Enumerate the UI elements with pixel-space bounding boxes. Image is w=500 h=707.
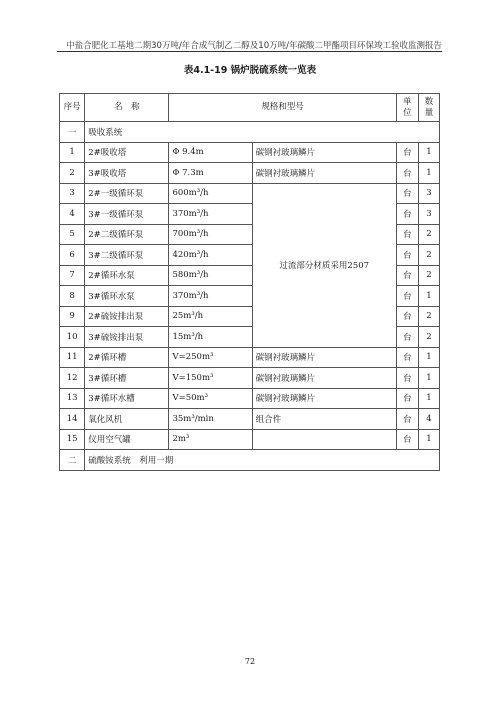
- section-text: 吸收系统: [85, 122, 440, 143]
- row-material: 碳钢衬玻璃鳞片: [252, 388, 396, 409]
- row-spec: 420m³/h: [169, 245, 252, 266]
- section-text: 硫酸铵系统 利用一期: [85, 450, 440, 471]
- row-name: 3#一级循环泵: [85, 204, 169, 225]
- row-name: 3#硫铵排出泵: [85, 327, 169, 348]
- row-unit: 台: [396, 306, 418, 327]
- row-name: 2#硫铵排出泵: [85, 306, 169, 327]
- row-no: 9: [60, 306, 85, 327]
- header-unit: 单位: [396, 94, 418, 122]
- row-qty: 1: [418, 163, 439, 184]
- row-no: 2: [60, 163, 85, 184]
- row-qty: 1: [418, 368, 439, 389]
- row-material: [252, 429, 396, 450]
- header-seq: 序号: [60, 94, 85, 122]
- table-row: [60, 388, 440, 409]
- row-name: 仪用空气罐: [85, 429, 169, 450]
- row-spec: 25m³/h: [169, 306, 252, 327]
- row-spec: 35m³/min: [169, 409, 252, 430]
- section-row: [60, 450, 440, 471]
- header-spec: 规格和型号: [169, 94, 396, 122]
- row-material: 组合件: [252, 409, 396, 430]
- row-name: 3#循环水泵: [85, 286, 169, 307]
- row-name: 2#吸收塔: [85, 142, 169, 163]
- row-name: 2#二级循环泵: [85, 224, 169, 245]
- section-label: 二: [60, 450, 85, 471]
- row-name: 2#循环槽: [85, 347, 169, 368]
- row-name: 2#循环水泵: [85, 265, 169, 286]
- row-spec: 2m³: [169, 429, 252, 450]
- row-no: 12: [60, 368, 85, 389]
- merged-material-cell: 过流部分材质采用2507: [252, 183, 396, 347]
- row-no: 3: [60, 183, 85, 204]
- row-unit: 台: [396, 245, 418, 266]
- row-unit: 台: [396, 286, 418, 307]
- row-unit: 台: [396, 327, 418, 348]
- row-material: 碳钢衬玻璃鳞片: [252, 142, 396, 163]
- header-name: 名 称: [85, 94, 169, 122]
- row-qty: 2: [418, 327, 439, 348]
- page-number: 72: [244, 657, 256, 666]
- row-qty: 2: [418, 245, 439, 266]
- row-name: 2#一级循环泵: [85, 183, 169, 204]
- row-spec: 370m³/h: [169, 204, 252, 225]
- row-unit: 台: [396, 163, 418, 184]
- header-rule: [57, 51, 442, 52]
- table-row: [60, 429, 440, 450]
- row-unit: 台: [396, 388, 418, 409]
- equipment-table: [59, 93, 440, 471]
- section-label: 一: [60, 122, 85, 143]
- row-spec: V=250m³: [169, 347, 252, 368]
- row-unit: 台: [396, 429, 418, 450]
- row-spec: 370m³/h: [169, 286, 252, 307]
- row-spec: 15m³/h: [169, 327, 252, 348]
- row-qty: 2: [418, 224, 439, 245]
- row-spec: 600m³/h: [169, 183, 252, 204]
- row-unit: 台: [396, 142, 418, 163]
- header-qty: 数量: [418, 94, 439, 122]
- row-qty: 1: [418, 429, 439, 450]
- row-unit: 台: [396, 409, 418, 430]
- row-name: 3#二级循环泵: [85, 245, 169, 266]
- row-qty: 3: [418, 183, 439, 204]
- row-no: 1: [60, 142, 85, 163]
- row-qty: 2: [418, 265, 439, 286]
- row-qty: 1: [418, 142, 439, 163]
- row-unit: 台: [396, 204, 418, 225]
- row-no: 13: [60, 388, 85, 409]
- row-qty: 4: [418, 409, 439, 430]
- row-material: 碳钢衬玻璃鳞片: [252, 368, 396, 389]
- row-spec: Φ 9.4m: [169, 142, 252, 163]
- table-title: 表4.1-19 锅炉脱硫系统一览表: [183, 65, 317, 76]
- row-unit: 台: [396, 224, 418, 245]
- table-header-row: [60, 94, 440, 122]
- section-row: [60, 122, 440, 143]
- row-no: 11: [60, 347, 85, 368]
- row-spec: 580m³/h: [169, 265, 252, 286]
- row-unit: 台: [396, 347, 418, 368]
- row-no: 10: [60, 327, 85, 348]
- row-name: 3#循环槽: [85, 368, 169, 389]
- row-name: 氧化风机: [85, 409, 169, 430]
- row-spec: Φ 7.3m: [169, 163, 252, 184]
- row-spec: 700m³/h: [169, 224, 252, 245]
- row-no: 4: [60, 204, 85, 225]
- row-no: 7: [60, 265, 85, 286]
- row-spec: V=50m³: [169, 388, 252, 409]
- row-no: 6: [60, 245, 85, 266]
- row-qty: 1: [418, 286, 439, 307]
- row-material: 碳钢衬玻璃鳞片: [252, 347, 396, 368]
- row-unit: 台: [396, 183, 418, 204]
- row-no: 14: [60, 409, 85, 430]
- row-qty: 2: [418, 306, 439, 327]
- row-qty: 1: [418, 388, 439, 409]
- row-unit: 台: [396, 368, 418, 389]
- table-row: [60, 347, 440, 368]
- row-qty: 1: [418, 347, 439, 368]
- row-no: 5: [60, 224, 85, 245]
- table-row: [60, 368, 440, 389]
- table-row: [60, 183, 440, 204]
- row-no: 8: [60, 286, 85, 307]
- table-row: [60, 163, 440, 184]
- row-name: 3#吸收塔: [85, 163, 169, 184]
- row-name: 3#循环水槽: [85, 388, 169, 409]
- row-spec: V=150m³: [169, 368, 252, 389]
- row-qty: 3: [418, 204, 439, 225]
- table-row: [60, 142, 440, 163]
- row-no: 15: [60, 429, 85, 450]
- page-header: 中盐合肥化工基地二期30万吨/年合成气制乙二醇及10万吨/年碳酸二甲酯项目环保竣工验收监测报告: [66, 41, 442, 51]
- table-row: [60, 409, 440, 430]
- row-unit: 台: [396, 265, 418, 286]
- row-material: 碳钢衬玻璃鳞片: [252, 163, 396, 184]
